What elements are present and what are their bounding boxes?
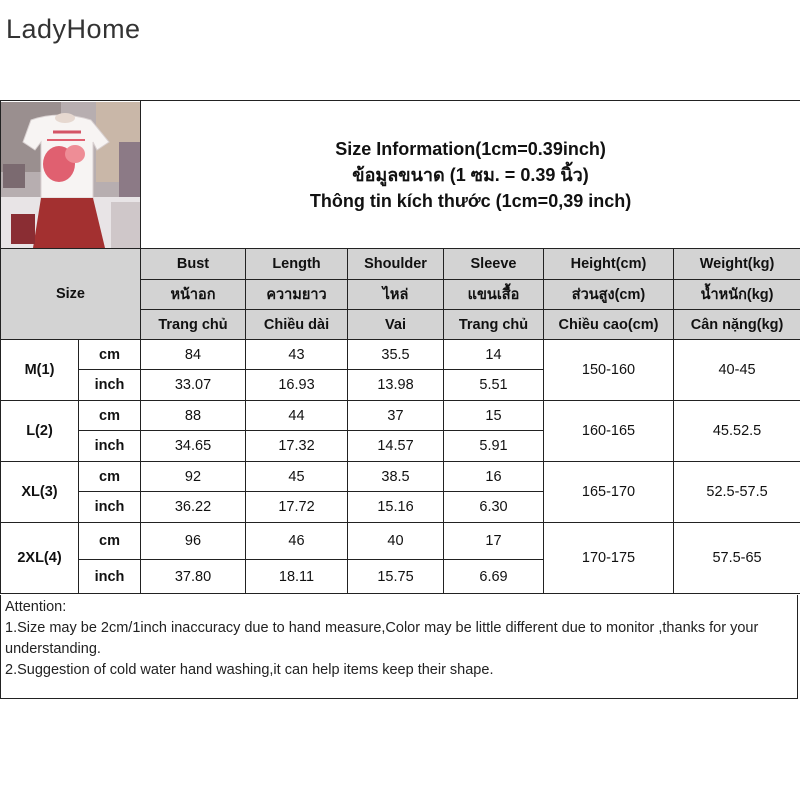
cell-bust-cm: 96 bbox=[141, 523, 246, 560]
header-bust-en: Bust bbox=[141, 249, 246, 280]
size-label-xl: XL(3) bbox=[1, 462, 79, 523]
cell-bust-cm: 92 bbox=[141, 462, 246, 492]
cell-sleeve-inch: 6.30 bbox=[444, 492, 544, 523]
brand-logo: LadyHome bbox=[6, 14, 141, 44]
cell-bust-inch: 34.65 bbox=[141, 431, 246, 462]
cell-length-cm: 44 bbox=[246, 401, 348, 431]
header-height-th: ส่วนสูง(cm) bbox=[544, 280, 674, 310]
cell-length-inch: 16.93 bbox=[246, 370, 348, 401]
size-label-m: M(1) bbox=[1, 340, 79, 401]
cell-sleeve-cm: 14 bbox=[444, 340, 544, 370]
header-weight-en: Weight(kg) bbox=[674, 249, 800, 280]
cell-bust-inch: 33.07 bbox=[141, 370, 246, 401]
product-photo-image bbox=[1, 102, 141, 248]
cell-shoulder-cm: 38.5 bbox=[348, 462, 444, 492]
size-info-header bbox=[141, 101, 800, 249]
size-label-2xl: 2XL(4) bbox=[1, 523, 79, 594]
unit-cm: cm bbox=[79, 462, 141, 492]
cell-sleeve-inch: 5.91 bbox=[444, 431, 544, 462]
header-bust-vi: Trang chủ bbox=[141, 310, 246, 340]
header-length-en: Length bbox=[246, 249, 348, 280]
cell-bust-inch: 37.80 bbox=[141, 560, 246, 594]
cell-height: 150-160 bbox=[544, 340, 674, 401]
size-info-th: ข้อมูลขนาด (1 ซม. = 0.39 นิ้ว) bbox=[352, 164, 589, 185]
size-table bbox=[0, 100, 800, 594]
header-bust-th: หน้าอก bbox=[141, 280, 246, 310]
header-shoulder-en: Shoulder bbox=[348, 249, 444, 280]
cell-sleeve-inch: 5.51 bbox=[444, 370, 544, 401]
unit-inch: inch bbox=[79, 370, 141, 401]
header-height-en: Height(cm) bbox=[544, 249, 674, 280]
cell-shoulder-cm: 40 bbox=[348, 523, 444, 560]
unit-inch: inch bbox=[79, 492, 141, 523]
cell-length-cm: 46 bbox=[246, 523, 348, 560]
cell-shoulder-inch: 13.98 bbox=[348, 370, 444, 401]
size-chart bbox=[0, 100, 800, 700]
size-column-header: Size bbox=[1, 249, 141, 340]
cell-length-inch: 18.11 bbox=[246, 560, 348, 594]
header-weight-th: น้ำหนัก(kg) bbox=[674, 280, 800, 310]
unit-inch: inch bbox=[79, 431, 141, 462]
cell-shoulder-inch: 15.75 bbox=[348, 560, 444, 594]
cell-length-cm: 43 bbox=[246, 340, 348, 370]
size-info-vi: Thông tin kích thước (1cm=0,39 inch) bbox=[309, 190, 632, 211]
header-sleeve-en: Sleeve bbox=[444, 249, 544, 280]
header-sleeve-vi: Trang chủ bbox=[444, 310, 544, 340]
cell-sleeve-cm: 17 bbox=[444, 523, 544, 560]
header-shoulder-th: ไหล่ bbox=[348, 280, 444, 310]
cell-bust-inch: 36.22 bbox=[141, 492, 246, 523]
cell-shoulder-cm: 35.5 bbox=[348, 340, 444, 370]
cell-length-inch: 17.32 bbox=[246, 431, 348, 462]
unit-cm: cm bbox=[79, 523, 141, 560]
cell-weight: 52.5-57.5 bbox=[674, 462, 800, 523]
cell-height: 165-170 bbox=[544, 462, 674, 523]
attention-note-1: 1.Size may be 2cm/1inch inaccuracy due to hand measure,Color may be little different due to monitor ,thanks for your understanding. bbox=[5, 620, 759, 657]
cell-weight: 45.52.5 bbox=[674, 401, 800, 462]
cell-length-cm: 45 bbox=[246, 462, 348, 492]
cell-length-inch: 17.72 bbox=[246, 492, 348, 523]
header-sleeve-th: แขนเสื้อ bbox=[444, 280, 544, 310]
cell-sleeve-inch: 6.69 bbox=[444, 560, 544, 594]
header-length-vi: Chiều dài bbox=[246, 310, 348, 340]
cell-shoulder-inch: 15.16 bbox=[348, 492, 444, 523]
header-height-vi: Chiều cao(cm) bbox=[544, 310, 674, 340]
size-label-l: L(2) bbox=[1, 401, 79, 462]
header-shoulder-vi: Vai bbox=[348, 310, 444, 340]
cell-weight: 40-45 bbox=[674, 340, 800, 401]
cell-bust-cm: 88 bbox=[141, 401, 246, 431]
header-length-th: ความยาว bbox=[246, 280, 348, 310]
cell-height: 160-165 bbox=[544, 401, 674, 462]
unit-cm: cm bbox=[79, 340, 141, 370]
cell-shoulder-cm: 37 bbox=[348, 401, 444, 431]
cell-shoulder-inch: 14.57 bbox=[348, 431, 444, 462]
unit-cm: cm bbox=[79, 401, 141, 431]
header-weight-vi: Cân nặng(kg) bbox=[674, 310, 800, 340]
cell-sleeve-cm: 16 bbox=[444, 462, 544, 492]
cell-height: 170-175 bbox=[544, 523, 674, 594]
attention-notes bbox=[0, 595, 798, 699]
cell-bust-cm: 84 bbox=[141, 340, 246, 370]
cell-weight: 57.5-65 bbox=[674, 523, 800, 594]
unit-inch: inch bbox=[79, 560, 141, 594]
product-photo bbox=[1, 101, 141, 249]
size-info-en: Size Information(1cm=0.39inch) bbox=[335, 138, 606, 159]
cell-sleeve-cm: 15 bbox=[444, 401, 544, 431]
attention-note-2: 2.Suggestion of cold water hand washing,it can help items keep their shape. bbox=[5, 662, 494, 678]
attention-title: Attention: bbox=[5, 599, 67, 615]
